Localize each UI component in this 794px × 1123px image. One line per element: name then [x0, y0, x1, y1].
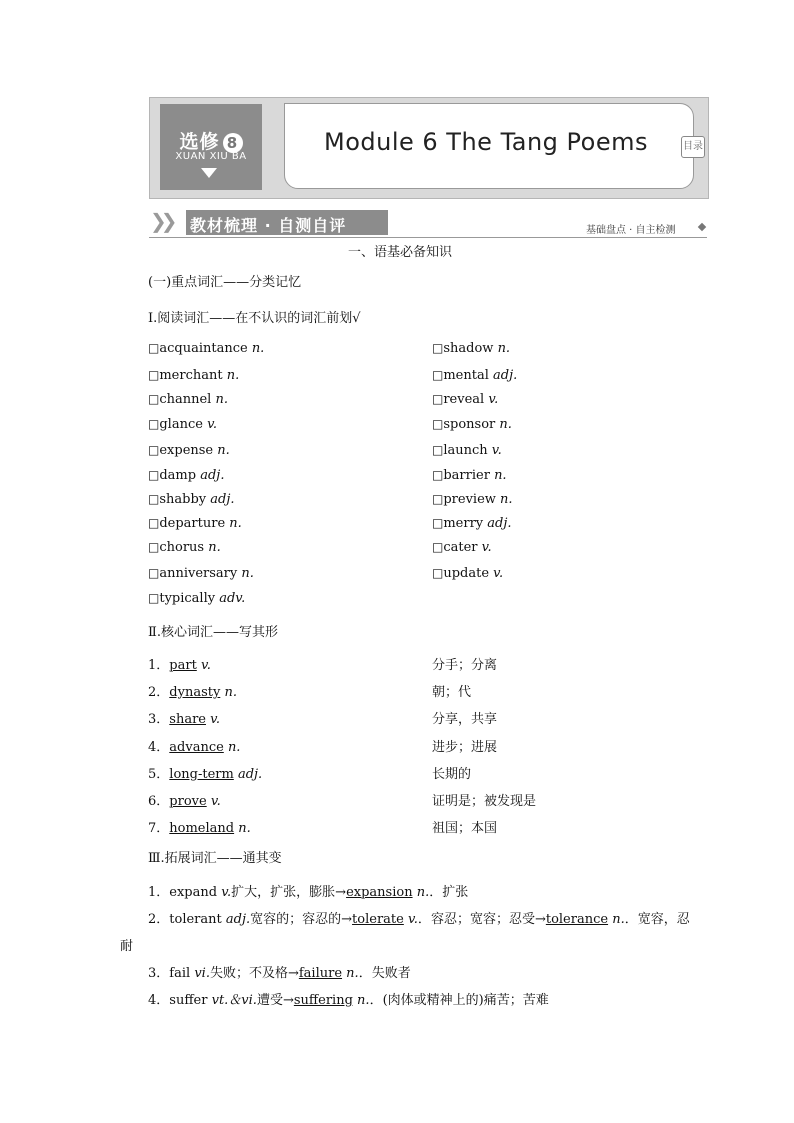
- list-item: 1．expand v.扩大，扩张，膨胀→expansion n.．扩张: [148, 885, 469, 900]
- reading-word: departure: [159, 516, 226, 531]
- word-meaning: 扩大，扩张，膨胀→: [231, 885, 347, 900]
- list-item: 2．tolerant adj.宽容的；容忍的→tolerate v.．容忍；宽容；忍受→tolerance n.．宽容，忍: [148, 912, 690, 927]
- part-of-speech: n.: [229, 516, 242, 531]
- derived-word: expansion: [346, 885, 413, 900]
- core-word: dynasty: [169, 685, 221, 700]
- part-of-speech: n.: [346, 966, 359, 981]
- list-item: [148, 443, 230, 458]
- reading-word: mental: [443, 368, 489, 383]
- word-meaning: 容忍；宽容；忍受→: [430, 912, 546, 927]
- reading-word: cater: [443, 540, 478, 555]
- word-meaning: 失败；不及格→: [209, 966, 299, 981]
- list-item: [432, 341, 510, 356]
- reading-word: glance: [159, 417, 203, 432]
- part-of-speech: adj.: [210, 492, 235, 507]
- list-item: [148, 654, 211, 673]
- derived-word: suffering: [293, 993, 353, 1008]
- part-of-speech: adj.: [200, 468, 225, 483]
- checkbox-icon: □: [148, 341, 160, 355]
- checkbox-icon: □: [148, 591, 160, 605]
- list-item: [148, 417, 217, 432]
- list-item: [148, 492, 235, 507]
- list-item: [432, 417, 512, 432]
- reading-word: channel: [159, 392, 212, 407]
- part-of-speech: n.: [251, 341, 265, 356]
- main-heading: 一、语基必备知识: [347, 245, 452, 260]
- item-number: 5．: [148, 767, 170, 782]
- item-number: 7．: [148, 821, 170, 836]
- core-word: homeland: [169, 821, 235, 836]
- part-of-speech: v.: [200, 658, 211, 673]
- checkbox-icon: □: [432, 341, 444, 355]
- word-meaning: 进步；进展: [432, 740, 498, 755]
- core-word: advance: [169, 740, 224, 755]
- core-heading: Ⅱ.核心词汇——写其形: [148, 625, 278, 640]
- list-item: [148, 516, 242, 531]
- reading-word: merchant: [159, 368, 223, 383]
- derived-word: tolerance: [545, 912, 609, 927]
- part-of-speech: n.: [499, 417, 512, 432]
- word-meaning: 宽容，忍: [637, 912, 690, 927]
- badge-subtitle: XUAN XIU BA: [175, 151, 247, 162]
- part-of-speech: n.: [494, 468, 507, 483]
- list-item: [148, 566, 254, 581]
- part-of-speech: vi.: [194, 966, 210, 981]
- reading-word: preview: [443, 492, 496, 507]
- checkbox-icon: □: [148, 492, 160, 506]
- list-item: [148, 681, 237, 700]
- base-word: fail: [169, 966, 191, 981]
- list-item: [432, 540, 492, 555]
- down-arrow-icon: [201, 168, 217, 178]
- badge-number: 8: [223, 133, 243, 153]
- checkbox-icon: □: [148, 392, 160, 406]
- part-of-speech: vt.＆vi.: [211, 993, 257, 1008]
- part-of-speech: n.: [217, 443, 230, 458]
- list-item: [432, 443, 502, 458]
- word-meaning: 朝；代: [432, 685, 472, 700]
- checkbox-icon: □: [432, 417, 444, 431]
- part-of-speech: v.: [488, 392, 499, 407]
- part-of-speech: v.: [210, 712, 221, 727]
- reading-word: barrier: [443, 468, 490, 483]
- item-number: 6．: [148, 794, 170, 809]
- part-of-speech: n.: [215, 392, 228, 407]
- item-number: 1．: [148, 885, 170, 900]
- part-of-speech: n.: [226, 368, 240, 383]
- checkbox-icon: □: [148, 417, 160, 431]
- part-of-speech: v.: [493, 566, 504, 581]
- part-of-speech: adj.: [225, 912, 251, 927]
- part-of-speech: n.: [238, 821, 251, 836]
- catalog-icon[interactable]: 目录: [681, 136, 705, 158]
- reading-word: update: [443, 566, 490, 581]
- derived-word: failure: [298, 966, 343, 981]
- word-meaning: 分享，共享: [432, 712, 498, 727]
- checkbox-icon: □: [148, 516, 160, 530]
- list-item: [432, 468, 507, 483]
- checkbox-icon: □: [432, 566, 444, 580]
- wrapped-text: 耐: [120, 939, 134, 954]
- part-of-speech: adv.: [219, 591, 246, 606]
- word-meaning: (肉体或精神上的)痛苦；苦难: [382, 993, 549, 1008]
- base-word: expand: [169, 885, 218, 900]
- reading-word: acquaintance: [159, 341, 248, 356]
- part-of-speech: n.: [208, 540, 221, 555]
- word-meaning: 失败者: [371, 966, 411, 981]
- word-meaning: 遭受→: [256, 993, 294, 1008]
- reading-word: sponsor: [443, 417, 496, 432]
- list-item: [148, 708, 220, 727]
- checkbox-icon: □: [148, 368, 160, 382]
- expand-heading: Ⅲ.拓展词汇——通其变: [148, 851, 282, 866]
- part-of-speech: v.: [407, 912, 418, 927]
- list-item: [432, 492, 513, 507]
- checkbox-icon: □: [148, 566, 160, 580]
- checkbox-icon: □: [432, 468, 444, 482]
- reading-word: launch: [443, 443, 488, 458]
- reading-word: expense: [159, 443, 214, 458]
- part-of-speech: n.: [241, 566, 254, 581]
- section-right-label: 基础盘点 · 自主检测: [586, 225, 676, 236]
- part-of-speech: v.: [210, 794, 221, 809]
- chevron-right-icon: ❯❯: [150, 209, 172, 233]
- part-of-speech: n.: [357, 993, 370, 1008]
- part-of-speech: v.: [491, 443, 502, 458]
- reading-word: damp: [159, 468, 197, 483]
- checkbox-icon: □: [432, 368, 444, 382]
- list-item: [148, 341, 264, 356]
- badge-title: [170, 127, 252, 154]
- checkbox-icon: □: [148, 443, 160, 457]
- reading-word: reveal: [443, 392, 485, 407]
- sub-heading: (一)重点词汇——分类记忆: [148, 275, 302, 290]
- section-label: 教材梳理 · 自测自评: [190, 216, 347, 235]
- part-of-speech: adj.: [237, 767, 263, 782]
- core-word: part: [169, 658, 197, 673]
- derived-word: tolerate: [352, 912, 404, 927]
- word-meaning: 扩张: [442, 885, 469, 900]
- part-of-speech: n.: [224, 685, 237, 700]
- part-of-speech: n.: [416, 885, 430, 900]
- reading-word: anniversary: [159, 566, 238, 581]
- list-item: [432, 368, 517, 383]
- checkbox-icon: □: [148, 540, 160, 554]
- item-number: 4．: [148, 993, 170, 1008]
- part-of-speech: adj.: [493, 368, 518, 383]
- list-item: [148, 790, 221, 809]
- list-item: 4．suffer vt.＆vi.遭受→suffering n.．(肉体或精神上的)痛苦；苦难: [148, 993, 549, 1008]
- checkbox-icon: □: [432, 392, 444, 406]
- reading-word: chorus: [159, 540, 205, 555]
- checkbox-icon: □: [432, 443, 444, 457]
- reading-word: typically: [159, 591, 216, 606]
- base-word: tolerant: [169, 912, 222, 927]
- item-number: 1．: [148, 658, 170, 673]
- list-item: [148, 736, 240, 755]
- list-item: [148, 817, 251, 836]
- part-of-speech: n.: [612, 912, 625, 927]
- checkbox-icon: □: [148, 468, 160, 482]
- list-item: [432, 566, 503, 581]
- list-item: [432, 392, 498, 407]
- list-item: [148, 591, 245, 606]
- core-word: share: [169, 712, 206, 727]
- word-meaning: 长期的: [432, 767, 472, 782]
- part-of-speech: n.: [227, 740, 241, 755]
- base-word: suffer: [169, 993, 208, 1008]
- word-meaning: 证明是；被发现是: [432, 794, 537, 809]
- item-number: 2．: [148, 912, 170, 927]
- part-of-speech: v.: [481, 540, 492, 555]
- list-item: [148, 763, 262, 782]
- word-meaning: 祖国；本国: [432, 821, 498, 836]
- list-item: [148, 392, 228, 407]
- part-of-speech: n.: [500, 492, 513, 507]
- reading-word: shabby: [159, 492, 207, 507]
- list-item: [432, 516, 512, 531]
- core-word: long-term: [169, 767, 234, 782]
- word-meaning: 分手；分离: [432, 658, 498, 673]
- word-meaning: 宽容的；容忍的→: [250, 912, 353, 927]
- checkbox-icon: □: [432, 516, 444, 530]
- badge-title-text: 选修: [179, 131, 220, 153]
- part-of-speech: v.: [207, 417, 217, 432]
- core-word: prove: [169, 794, 207, 809]
- part-of-speech: adj.: [487, 516, 512, 531]
- checkbox-icon: □: [432, 540, 444, 554]
- part-of-speech: n.: [497, 341, 511, 356]
- list-item: [148, 540, 221, 555]
- part-of-speech: v.: [221, 885, 232, 900]
- reading-word: merry: [443, 516, 484, 531]
- item-number: 3．: [148, 712, 170, 727]
- item-number: 3．: [148, 966, 170, 981]
- checkbox-icon: □: [432, 492, 444, 506]
- module-title: Module 6 The Tang Poems: [324, 128, 648, 156]
- reading-word: shadow: [443, 341, 494, 356]
- list-item: 3．fail vi.失败；不及格→failure n.．失败者: [148, 966, 411, 981]
- list-item: [148, 368, 239, 383]
- item-number: 4．: [148, 740, 170, 755]
- item-number: 2．: [148, 685, 170, 700]
- list-item: [148, 468, 224, 483]
- reading-heading: Ⅰ.阅读词汇——在不认识的词汇前划√: [148, 311, 361, 326]
